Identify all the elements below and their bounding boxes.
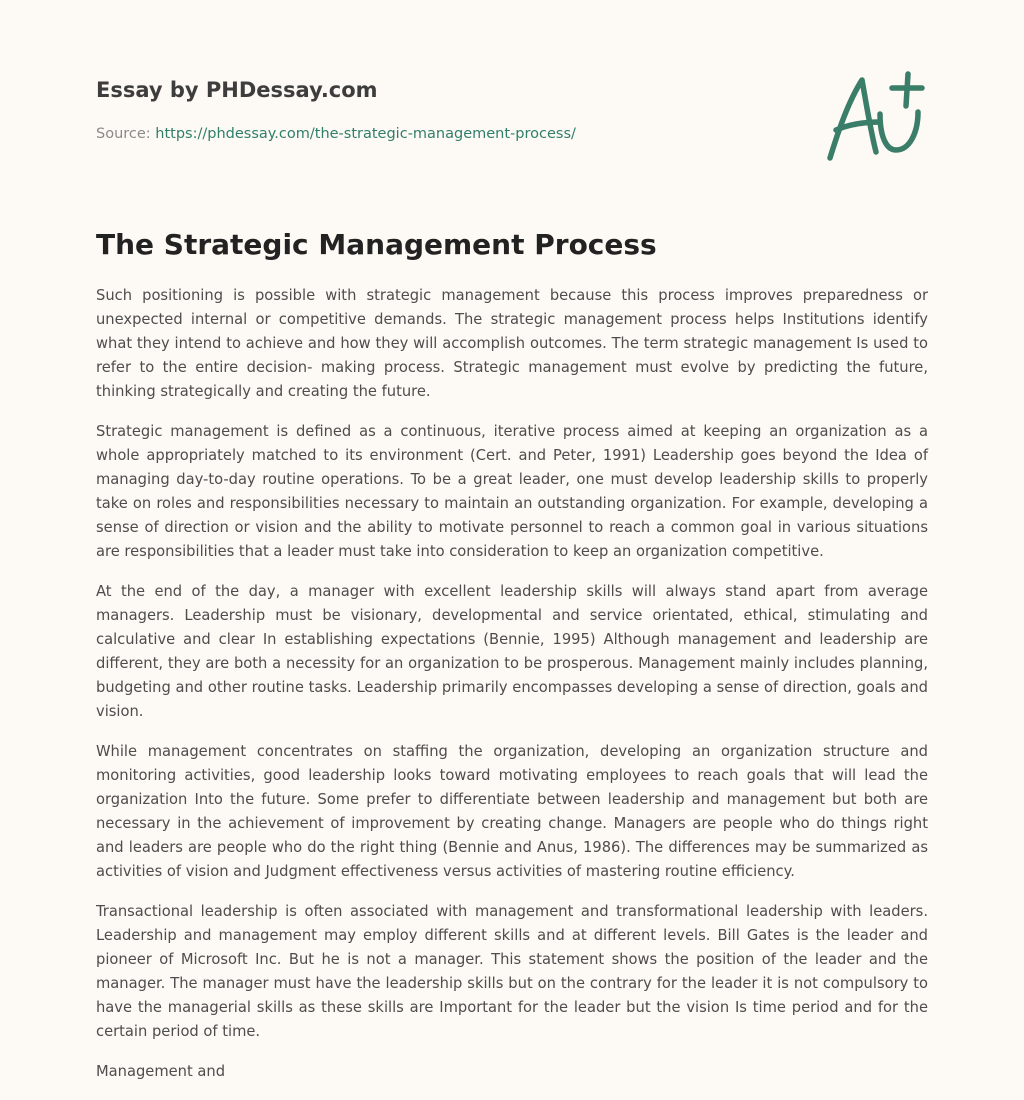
- essay-paragraph: Strategic management is defined as a continuous, iterative process aimed at keeping an organization as a whole appropriately matched to its environment (Cert. and Peter, 1991) Leadership goes beyond the Idea of managing day-to-day routine operations. To be a great leader, one must develop leadership skills to properly take on roles and responsibilities necessary to maintain an outstanding organization. For example, developing a sense of direction or vision and the ability to motivate personnel to reach a common goal in various situations are responsibilities that a leader must take into consideration to keep an organization competitive.: [96, 423, 928, 560]
- essay-paragraph: Such positioning is possible with strategic management because this process improves preparedness or unexpected internal or competitive demands. The strategic management process helps Institutions identify what they intend to achieve and how they will accomplish outcomes. The term strategic management Is used to refer to the entire decision- making process. Strategic management must evolve by predicting the future, thinking strategically and creating the future.: [96, 287, 928, 400]
- essay-title: The Strategic Management Process: [96, 228, 657, 261]
- brand-title: Essay by PHDessay.com: [96, 78, 378, 102]
- essay-paragraph: Transactional leadership is often associated with management and transformational leadership with leaders. Leadership and management may employ different skills and at different levels. Bill Gates is the leader and pioneer of Microsoft Inc. But he is not a manager. This statement shows the position of the leader and the manager. The manager must have the leadership skills but on the contrary for the leader it is not compulsory to have the managerial skills as these skills are Important for the leader but the vision Is time period and for the certain period of time.: [96, 903, 928, 1040]
- essay-body: [96, 284, 928, 1100]
- source-link[interactable]: https://phdessay.com/the-strategic-management-process/: [155, 126, 576, 142]
- essay-paragraph: At the end of the day, a manager with excellent leadership skills will always stand apart from average managers. Leadership must be visionary, developmental and service orientated, ethical, stimulating and calculative and clear In establishing expectations (Bennie, 1995) Although management and leadership are different, they are both a necessity for an organization to be prosperous. Management mainly includes planning, budgeting and other routine tasks. Leadership primarily encompasses developing a sense of direction, goals and vision.: [96, 583, 928, 720]
- source-line: [96, 124, 796, 144]
- a-plus-logo-icon: [822, 66, 932, 166]
- site-header: [96, 76, 796, 144]
- essay-paragraph: While management concentrates on staffing the organization, developing an organization structure and monitoring activities, good leadership looks toward motivating employees to reach goals that will lead the organization Into the future. Some prefer to differentiate between leadership and management but both are necessary in the achievement of improvement by creating change. Managers are people who do things right and leaders are people who do the right thing (Bennie and Anus, 1986). The differences may be summarized as activities of vision and Judgment effectiveness versus activities of mastering routine efficiency.: [96, 743, 928, 880]
- essay-paragraph: Management and: [96, 1063, 226, 1080]
- source-label: Source:: [96, 126, 151, 142]
